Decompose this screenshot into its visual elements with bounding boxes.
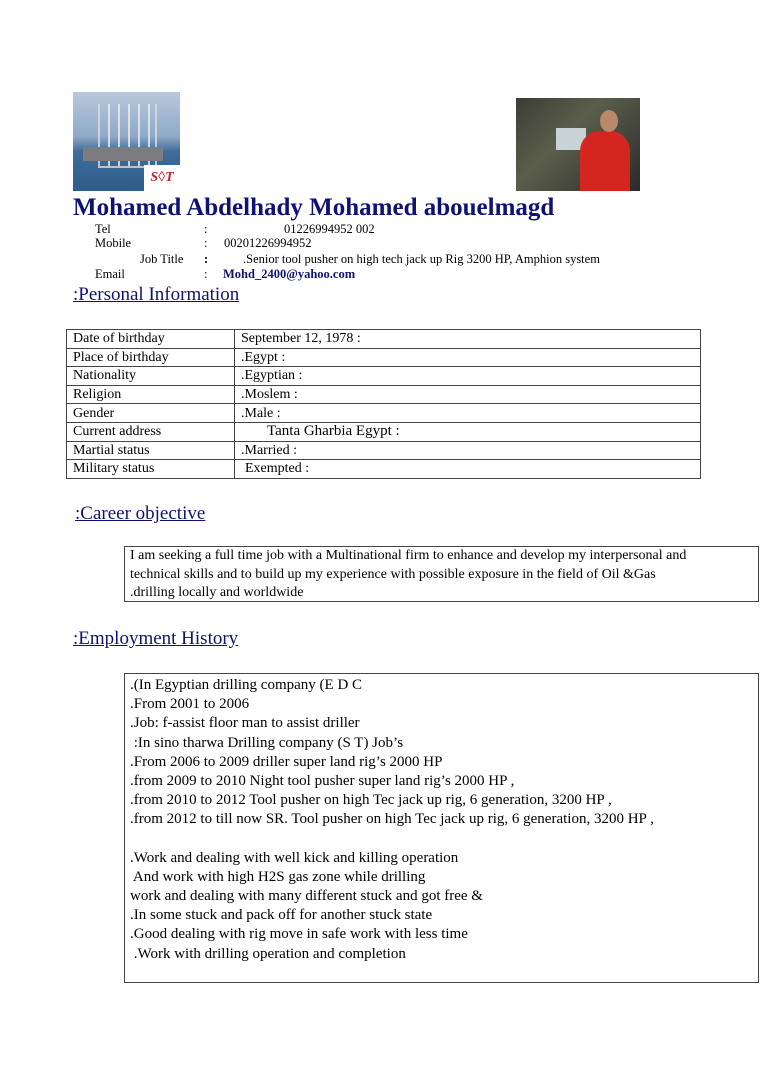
employment-line: .Work and dealing with well kick and killing operation [130, 849, 459, 866]
profile-photo [516, 98, 640, 191]
candidate-name: Mohamed Abdelhady Mohamed abouelmagd [73, 194, 555, 221]
row-label: Date of birthday [67, 330, 235, 349]
personal-info-heading: :Personal Information [73, 284, 240, 305]
career-line: .drilling locally and worldwide [130, 585, 304, 600]
row-label: Martial status [67, 441, 235, 460]
personal-info-table [66, 329, 701, 479]
row-value: Exempted : [235, 460, 701, 479]
employment-line: .Good dealing with rig move in safe work with less time [130, 926, 468, 943]
employment-line: .In some stuck and pack off for another stuck state [130, 907, 433, 924]
employment-history-heading: :Employment History [73, 628, 239, 649]
oil-rig-logo-image [73, 92, 180, 191]
career-line: technical skills and to build up my experience with possible exposure in the field of Oil &Gas [130, 566, 656, 582]
employment-line [130, 830, 758, 849]
colon: : [204, 222, 208, 236]
employment-line: .Work with drilling operation and completion [130, 945, 406, 962]
mobile-label: Mobile [95, 236, 132, 250]
career-line: I am seeking a full time job with a Multinational firm to enhance and develop my interpersonal and [130, 548, 687, 563]
row-value: .Egyptian : [235, 367, 701, 386]
row-value: Tanta Gharbia Egypt : [235, 422, 701, 441]
tel-value: 01226994952 002 [284, 222, 375, 236]
row-value: .Married : [235, 441, 701, 460]
mobile-value: 00201226994952 [224, 236, 312, 250]
personal-info-row [67, 422, 701, 441]
colon: : [204, 252, 209, 266]
career-objective-box [124, 546, 759, 602]
career-objective-heading: :Career objective [75, 503, 206, 524]
job-title-value: .Senior tool pusher on high tech jack up Rig 3200 HP, Amphion system [243, 252, 600, 266]
employment-line: .Job: f-assist floor man to assist driller [130, 715, 360, 732]
employment-line: :In sino tharwa Drilling company (S T) Job’s [130, 734, 404, 751]
row-value: .Egypt : [235, 348, 701, 367]
row-label: Nationality [67, 367, 235, 386]
company-logo: S◊T [144, 165, 180, 191]
row-label: Military status [67, 460, 235, 479]
personal-info-row [67, 330, 701, 349]
personal-info-row [67, 385, 701, 404]
row-label: Gender [67, 404, 235, 423]
tel-label: Tel [95, 222, 111, 236]
row-value: .Moslem : [235, 385, 701, 404]
employment-line: .from 2010 to 2012 Tool pusher on high Tec jack up rig, 6 generation, 3200 HP , [130, 792, 612, 809]
employment-line: .from 2012 to till now SR. Tool pusher on high Tec jack up rig, 6 generation, 3200 HP , [130, 811, 654, 828]
email-link[interactable]: Mohd_2400@yahoo.com [223, 267, 356, 281]
colon: : [204, 236, 208, 250]
row-value: .Male : [235, 404, 701, 423]
employment-line: .From 2006 to 2009 driller super land rig’s 2000 HP [130, 753, 443, 770]
colon: : [204, 267, 208, 281]
row-label: Religion [67, 385, 235, 404]
employment-line: .From 2001 to 2006 [130, 696, 250, 713]
employment-line: .(In Egyptian drilling company (E D C [130, 677, 363, 693]
personal-info-row [67, 348, 701, 367]
employment-line: work and dealing with many different stuck and got free & [130, 888, 483, 905]
employment-line: And work with high H2S gas zone while drilling [130, 868, 426, 885]
personal-info-row [67, 441, 701, 460]
row-value: September 12, 1978 : [235, 330, 701, 349]
personal-info-row [67, 404, 701, 423]
employment-history-box [124, 673, 759, 983]
email-label: Email [95, 267, 125, 281]
row-label: Place of birthday [67, 348, 235, 367]
row-label: Current address [67, 422, 235, 441]
employment-line: .from 2009 to 2010 Night tool pusher super land rig’s 2000 HP , [130, 772, 515, 789]
personal-info-row [67, 460, 701, 479]
job-title-label: Job Title [140, 252, 184, 266]
personal-info-row [67, 367, 701, 386]
